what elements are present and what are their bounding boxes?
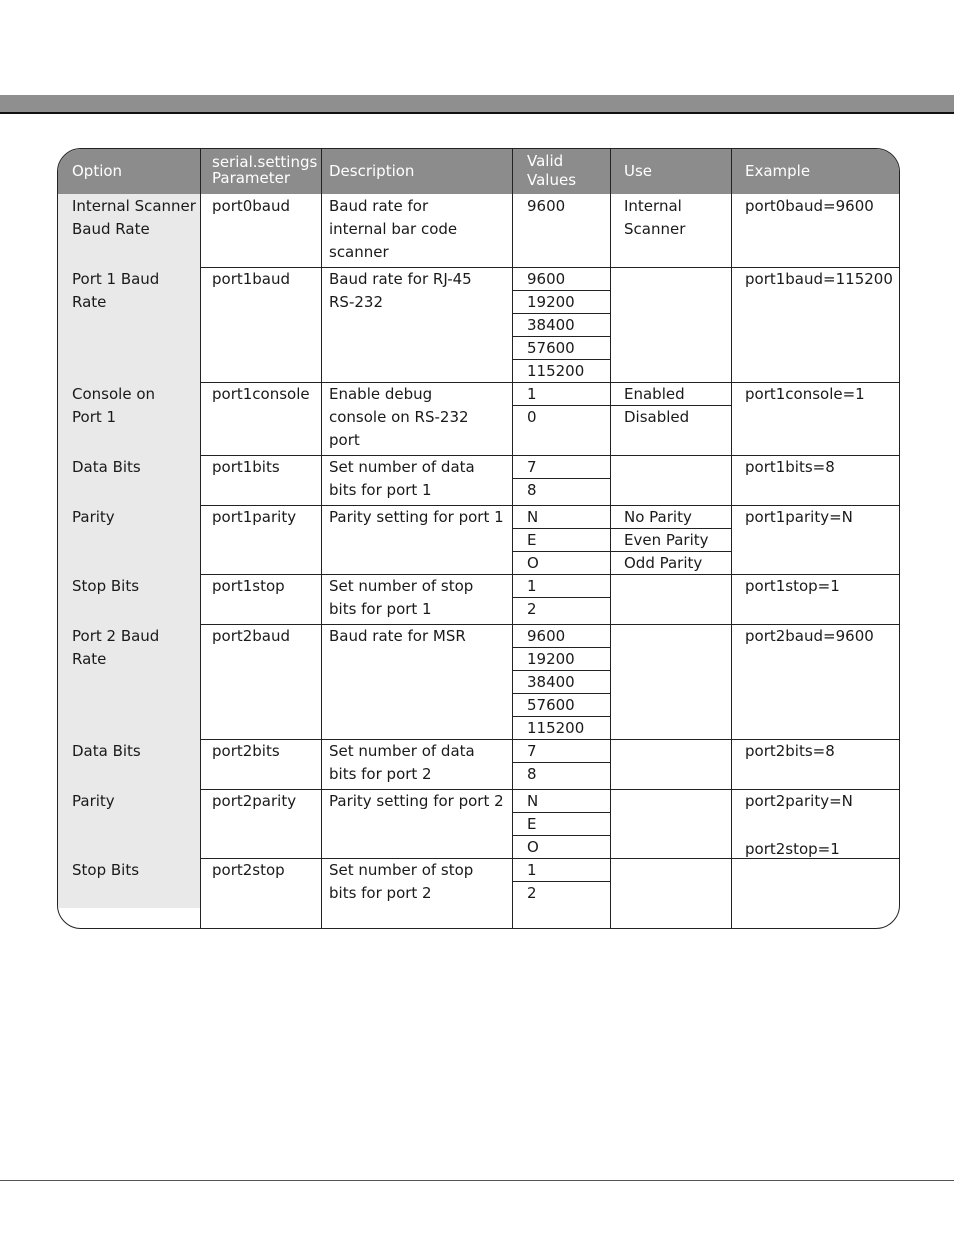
example-text: port2stop=1 — [745, 840, 840, 858]
parameter-text: port1stop — [212, 577, 285, 595]
option-text: Baud Rate — [72, 220, 150, 238]
valid-value: 38400 — [527, 673, 575, 691]
option-text: Rate — [72, 293, 107, 311]
value-divider — [512, 359, 610, 360]
parameter-text: port2stop — [212, 861, 285, 879]
example-text: port0baud=9600 — [745, 197, 874, 215]
description-text: Set number of stop — [329, 861, 474, 879]
column-divider — [610, 149, 611, 929]
description-text: bits for port 1 — [329, 600, 432, 618]
header-example: Example — [745, 162, 811, 180]
value-divider — [512, 693, 610, 694]
valid-value: 57600 — [527, 339, 575, 357]
valid-value: 1 — [527, 577, 537, 595]
table-header-row — [58, 149, 900, 194]
use-divider — [610, 528, 731, 529]
description-text: port — [329, 431, 360, 449]
example-text: port1baud=115200 — [745, 270, 893, 288]
serial-settings-table — [57, 148, 900, 929]
value-divider — [512, 881, 610, 882]
valid-value: 57600 — [527, 696, 575, 714]
valid-value: N — [527, 792, 539, 810]
column-divider — [321, 149, 322, 929]
description-text: Baud rate for MSR — [329, 627, 466, 645]
option-text: Rate — [72, 650, 107, 668]
description-text: bits for port 2 — [329, 765, 432, 783]
value-divider — [512, 551, 610, 552]
value-divider — [512, 597, 610, 598]
column-divider — [731, 149, 732, 929]
valid-value: 9600 — [527, 270, 566, 288]
option-text: Port 1 Baud — [72, 270, 160, 288]
use-text: Odd Parity — [624, 554, 703, 572]
option-text: Parity — [72, 792, 115, 810]
value-divider — [512, 336, 610, 337]
parameter-text: port0baud — [212, 197, 291, 215]
example-text: port1bits=8 — [745, 458, 835, 476]
use-text: Scanner — [624, 220, 686, 238]
value-divider — [512, 528, 610, 529]
option-text: Console on — [72, 385, 155, 403]
description-text: Set number of data — [329, 742, 475, 760]
description-text: Baud rate for — [329, 197, 429, 215]
value-divider — [512, 313, 610, 314]
description-text: Set number of stop — [329, 577, 474, 595]
use-divider — [610, 405, 731, 406]
header-valid-values — [527, 152, 576, 190]
header-valid-line1: Valid — [527, 152, 564, 170]
use-text: Internal — [624, 197, 682, 215]
header-use: Use — [624, 162, 653, 180]
value-divider — [512, 405, 610, 406]
option-text: Internal Scanner — [72, 197, 196, 215]
valid-value: 2 — [527, 884, 537, 902]
valid-value: 8 — [527, 765, 537, 783]
description-text: Baud rate for RJ-45 — [329, 270, 472, 288]
column-divider — [512, 149, 513, 929]
parameter-text: port1console — [212, 385, 310, 403]
valid-value: O — [527, 838, 539, 856]
valid-value: 19200 — [527, 293, 575, 311]
valid-value: E — [527, 815, 537, 833]
parameter-text: port2baud — [212, 627, 291, 645]
parameter-text: port1bits — [212, 458, 280, 476]
example-text: port1stop=1 — [745, 577, 840, 595]
value-divider — [512, 647, 610, 648]
description-text: Set number of data — [329, 458, 475, 476]
use-text: Enabled — [624, 385, 685, 403]
option-text: Parity — [72, 508, 115, 526]
parameter-text: port1baud — [212, 270, 291, 288]
valid-value: E — [527, 531, 537, 549]
description-text: Enable debug — [329, 385, 433, 403]
header-option: Option — [72, 162, 123, 180]
parameter-text: port2parity — [212, 792, 297, 810]
value-divider — [512, 290, 610, 291]
valid-value: 7 — [527, 458, 537, 476]
description-text: Parity setting for port 1 — [329, 508, 504, 526]
description-text: RS-232 — [329, 293, 383, 311]
row-divider — [731, 858, 900, 859]
value-divider — [512, 812, 610, 813]
option-text: Port 2 Baud — [72, 627, 160, 645]
valid-value: 115200 — [527, 719, 585, 737]
use-text: No Parity — [624, 508, 692, 526]
option-text: Port 1 — [72, 408, 117, 426]
valid-value: 1 — [527, 861, 537, 879]
value-divider — [512, 478, 610, 479]
description-text: bits for port 2 — [329, 884, 432, 902]
column-divider — [200, 149, 201, 929]
valid-value: 115200 — [527, 362, 585, 380]
header-parameter-line2: Parameter — [212, 169, 291, 187]
description-text: Parity setting for port 2 — [329, 792, 504, 810]
example-text: port2baud=9600 — [745, 627, 874, 645]
header-parameter-line1: serial.settings — [212, 153, 318, 171]
value-divider — [512, 762, 610, 763]
value-divider — [512, 835, 610, 836]
option-text: Stop Bits — [72, 577, 140, 595]
valid-value: 1 — [527, 385, 537, 403]
description-text: scanner — [329, 243, 389, 261]
footer-divider — [0, 1180, 954, 1181]
value-divider — [512, 716, 610, 717]
valid-value: 2 — [527, 600, 537, 618]
use-text: Even Parity — [624, 531, 709, 549]
parameter-text: port2bits — [212, 742, 280, 760]
valid-value: 9600 — [527, 627, 566, 645]
use-text: Disabled — [624, 408, 690, 426]
example-text: port1parity=N — [745, 508, 853, 526]
example-text: port1console=1 — [745, 385, 865, 403]
valid-value: 38400 — [527, 316, 575, 334]
valid-value: 0 — [527, 408, 537, 426]
option-text: Data Bits — [72, 458, 141, 476]
header-parameter — [212, 154, 317, 186]
header-description: Description — [329, 162, 415, 180]
description-text: bits for port 1 — [329, 481, 432, 499]
example-text: port2bits=8 — [745, 742, 835, 760]
header-valid-line2: Values — [527, 171, 577, 189]
value-divider — [512, 670, 610, 671]
valid-value: N — [527, 508, 539, 526]
top-header-bar — [0, 95, 954, 114]
parameter-text: port1parity — [212, 508, 297, 526]
option-text: Data Bits — [72, 742, 141, 760]
valid-value: 9600 — [527, 197, 566, 215]
valid-value: 8 — [527, 481, 537, 499]
valid-value: 19200 — [527, 650, 575, 668]
use-divider — [610, 551, 731, 552]
example-text: port2parity=N — [745, 792, 853, 810]
description-text: console on RS-232 — [329, 408, 469, 426]
valid-value: 7 — [527, 742, 537, 760]
option-text: Stop Bits — [72, 861, 140, 879]
description-text: internal bar code — [329, 220, 458, 238]
valid-value: O — [527, 554, 539, 572]
